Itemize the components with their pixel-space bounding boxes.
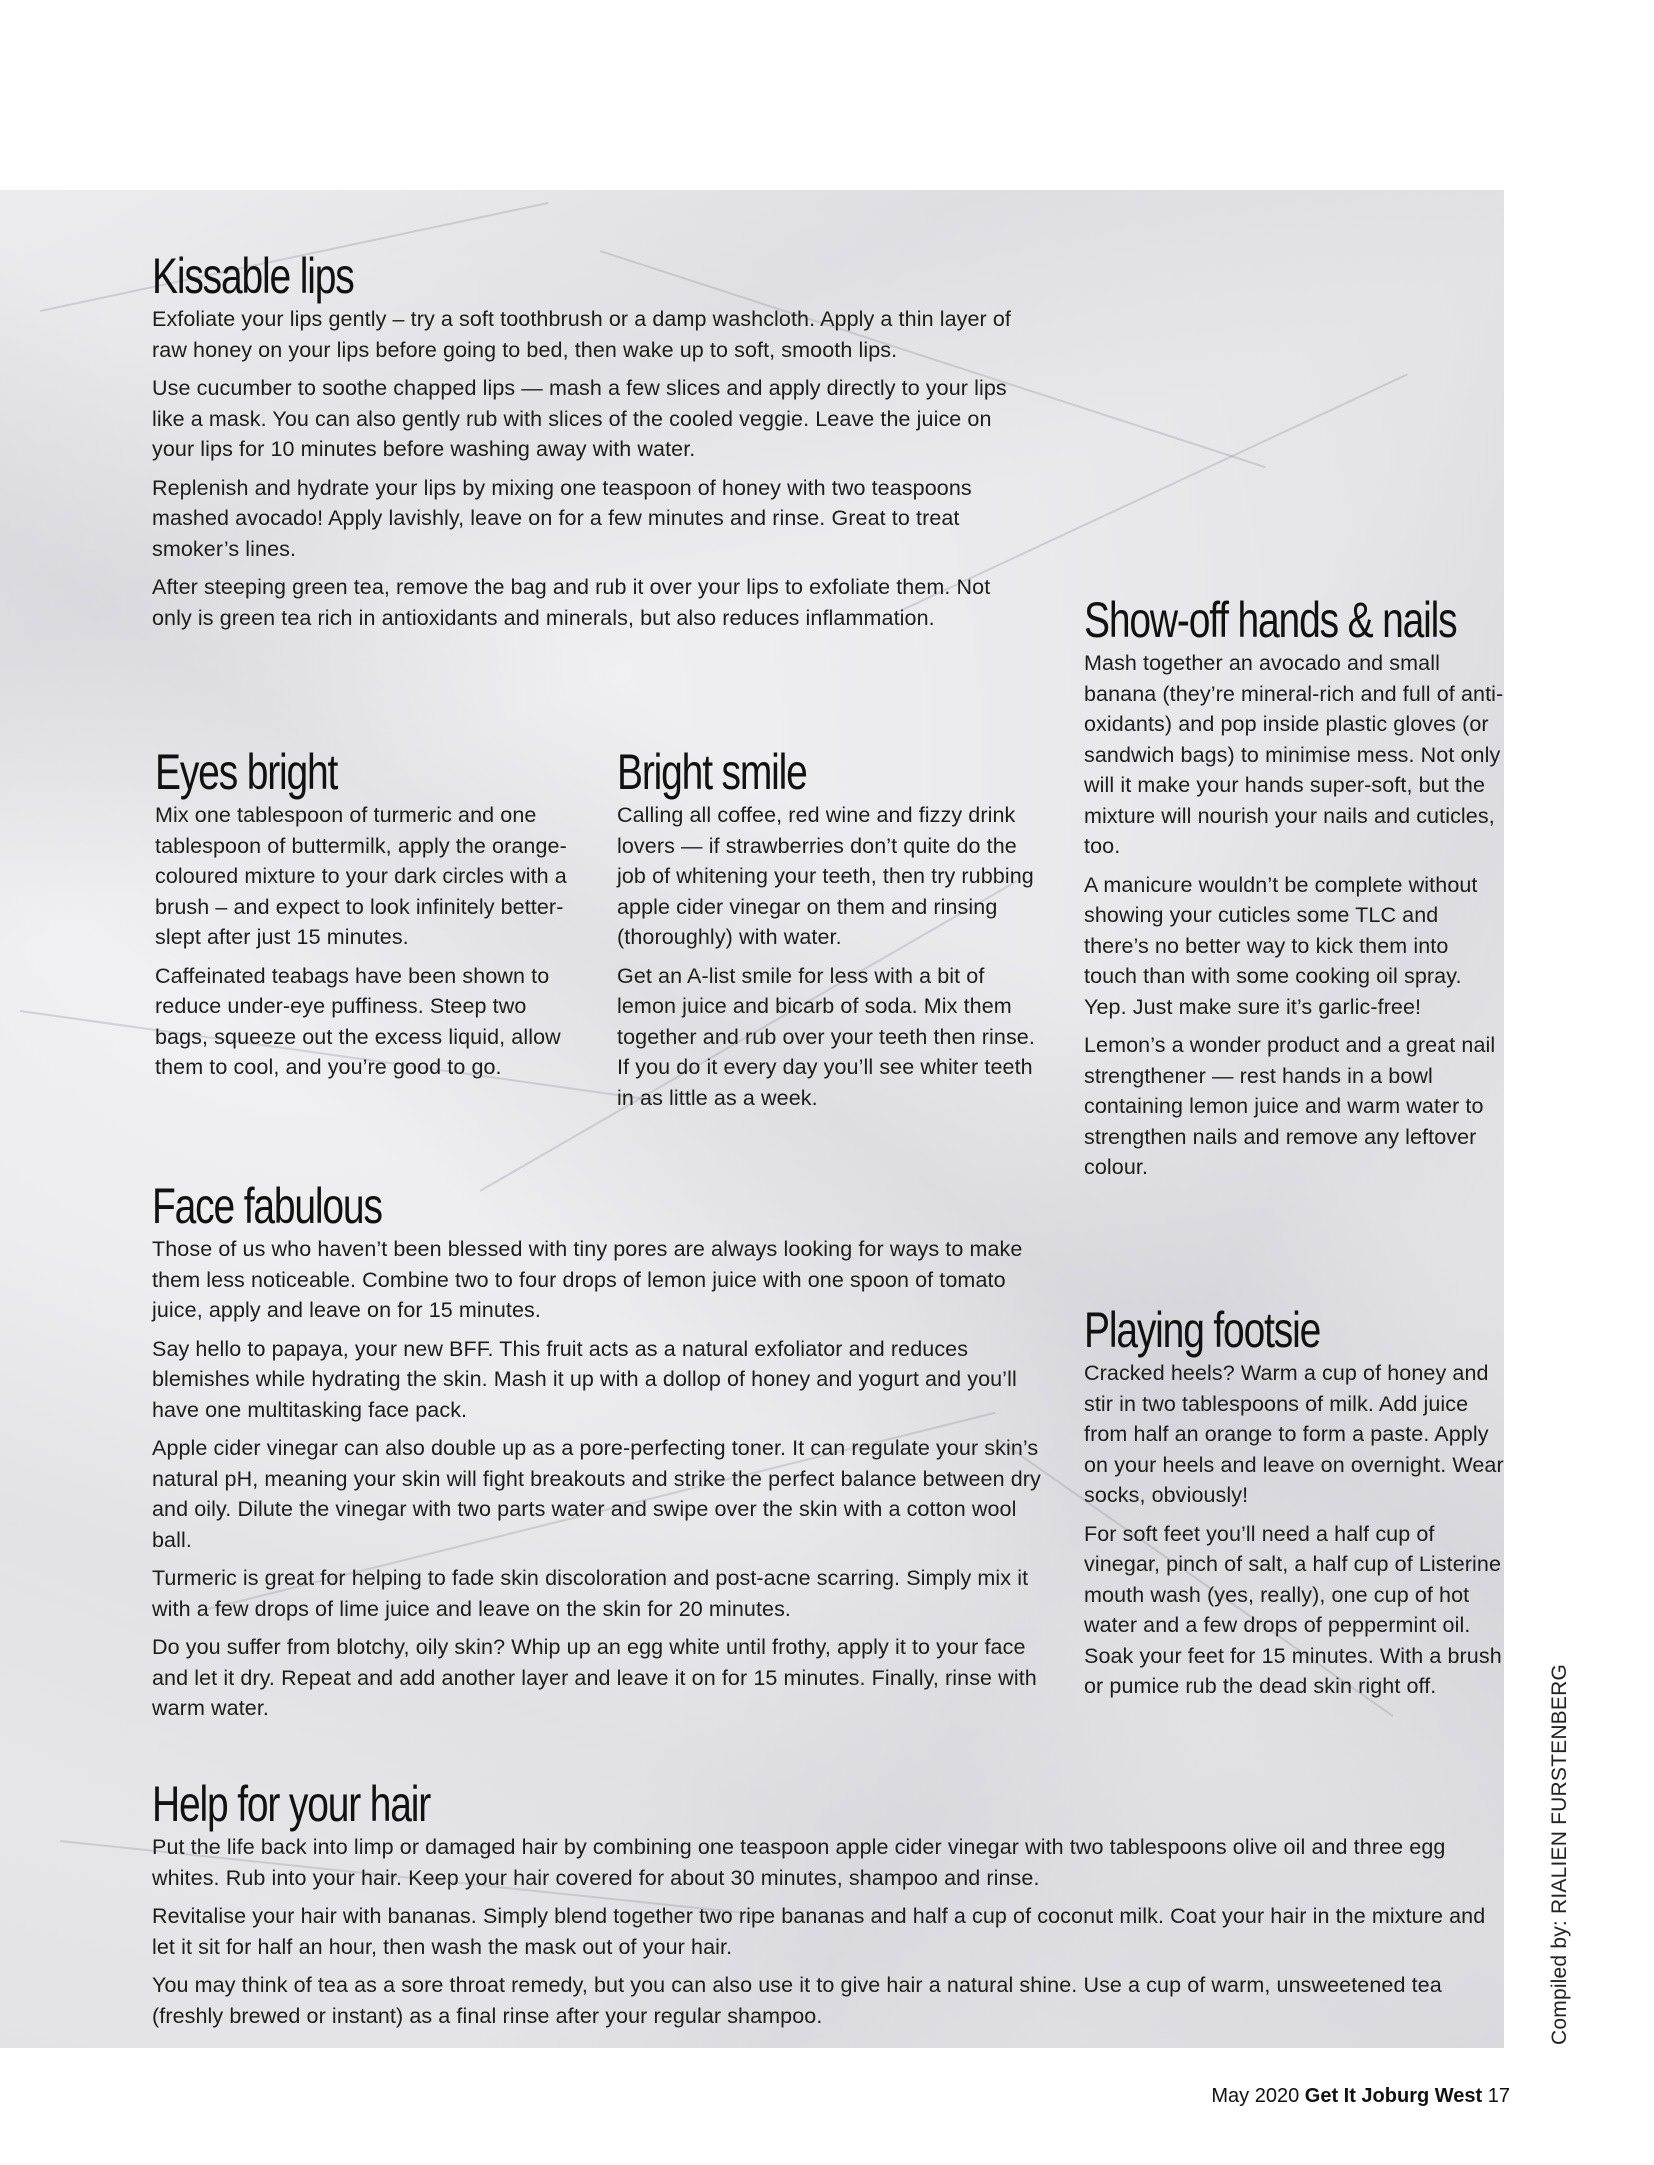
section-heading: Help for your hair: [152, 1776, 431, 1832]
page-number: 17: [1487, 2085, 1510, 2107]
paragraph: Get an A-list smile for less with a bit of lemon juice and bicarb of soda. Mix them together and rub over your teeth then rinse. If you do it every day you’ll see whiter teeth in as little as a week.: [617, 963, 1035, 1110]
section-kissable-lips: [152, 248, 1032, 641]
paragraph: After steeping green tea, remove the bag and rub it over your lips to exfoliate them. Not only is green tea rich in antioxidants and minerals, but also reduces inflammation.: [152, 575, 991, 630]
paragraph: Exfoliate your lips gently – try a soft toothbrush or a damp washcloth. Apply a thin layer of raw honey on your lips before going to bed, then wake up to soft, smooth lips.: [152, 307, 1012, 362]
section-heading: Playing footsie: [1084, 1302, 1321, 1358]
section-heading: Bright smile: [617, 744, 807, 800]
paragraph: Cracked heels? Warm a cup of honey and stir in two tablespoons of milk. Add juice from half an orange to form a paste. Apply on your heels and leave on overnight. Wear socks, obviously!: [1084, 1361, 1504, 1507]
paragraph: Caffeinated teabags have been shown to reduce under-eye puffiness. Steep two bags, squeeze out the excess liquid, allow them to cool, and you’re good to go.: [155, 963, 561, 1079]
paragraph: Lemon’s a wonder product and a great nail strengthener — rest hands in a bowl containing lemon juice and warm water to strengthen nails and remove any leftover colour.: [1084, 1033, 1496, 1179]
section-playing-footsie: [1084, 1302, 1504, 1710]
section-face-fabulous: [152, 1178, 1042, 1732]
section-heading: Kissable lips: [152, 248, 354, 304]
paragraph: Put the life back into limp or damaged hair by combining one teaspoon apple cider vinegar with two tablespoons olive oil and three egg whites. Rub into your hair. Keep your hair covered for about 30 minutes, shampoo and rinse.: [152, 1835, 1446, 1890]
paragraph: Those of us who haven’t been blessed with tiny pores are always looking for ways to make them less noticeable. Combine two to four drops of lemon juice with one spoon of tomato juice, apply and leave on for 15 minutes.: [152, 1237, 1023, 1322]
paragraph: For soft feet you’ll need a half cup of vinegar, pinch of salt, a half cup of Listerine mouth wash (yes, really), one cup of hot water and a few drops of peppermint oil. Soak your feet for 15 minutes. With a brush or pumice rub the dead skin right off.: [1084, 1521, 1502, 1698]
paragraph: A manicure wouldn’t be complete without showing your cuticles some TLC and there’s no better way to kick them into touch than with some cooking oil spray. Yep. Just make sure it’s garlic-free!: [1084, 872, 1478, 1019]
section-eyes-bright: [155, 744, 575, 1091]
paragraph: Calling all coffee, red wine and fizzy drink lovers — if strawberries don’t quite do the job of whitening your teeth, then try rubbing apple cider vinegar on them and rinsing (thoroughly) with water.: [617, 803, 1034, 949]
paragraph: Turmeric is great for helping to fade skin discoloration and post-acne scarring. Simply mix it with a few drops of lime juice and leave on the skin for 20 minutes.: [152, 1566, 1029, 1621]
section-heading: Face fabulous: [152, 1178, 382, 1234]
paragraph: You may think of tea as a sore throat remedy, but you can also use it to give hair a natural shine. Use a cup of warm, unsweetened tea (freshly brewed or instant) as a final rinse after your regular shampoo.: [152, 1973, 1442, 2028]
paragraph: Use cucumber to soothe chapped lips — mash a few slices and apply directly to your lips like a mask. You can also gently rub with slices of the cooled veggie. Leave the juice on your lips for 10 minutes before washing away with water.: [152, 376, 1007, 461]
paragraph: Replenish and hydrate your lips by mixing one teaspoon of honey with two teaspoons mashed avocado! Apply lavishly, leave on for a few minutes and rinse. Great to treat smoker’s lines.: [152, 475, 972, 561]
footer-date: May 2020: [1211, 2085, 1300, 2107]
paragraph: Say hello to papaya, your new BFF. This fruit acts as a natural exfoliator and reduces blemishes while hydrating the skin. Mash it up with a dollop of honey and yogurt and you’ll have one multitasking face pack.: [152, 1336, 1017, 1422]
section-heading: Eyes bright: [155, 744, 338, 800]
section-hair: [152, 1776, 1502, 2039]
paragraph: Apple cider vinegar can also double up as a pore-perfecting toner. It can regulate your skin’s natural pH, meaning your skin will fight breakouts and strike the perfect balance between dry and oily. Dilute the vinegar with two parts water and swipe over the skin with a cotton wool ball.: [152, 1436, 1041, 1552]
section-bright-smile: [617, 744, 1042, 1121]
author-credit: Compiled by: RIALIEN FURSTENBERG: [1548, 1664, 1571, 2045]
section-hands-nails: [1084, 592, 1504, 1191]
paragraph: Revitalise your hair with bananas. Simply blend together two ripe bananas and half a cup of coconut milk. Coat your hair in the mixture and let it sit for half an hour, then wash the mask out of your hair.: [152, 1904, 1486, 1959]
paragraph: Do you suffer from blotchy, oily skin? Whip up an egg white until frothy, apply it to your face and let it dry. Repeat and add another layer and leave it on for 15 minutes. Finally, rinse with warm water.: [152, 1635, 1037, 1720]
page-footer: [1211, 2085, 1510, 2108]
paragraph: Mix one tablespoon of turmeric and one tablespoon of buttermilk, apply the orange-coloured mixture to your dark circles with a brush – and expect to look infinitely better-slept after just 15 minutes.: [155, 803, 567, 949]
footer-publication: Get It Joburg West: [1304, 2085, 1483, 2107]
section-heading: Show-off hands & nails: [1084, 592, 1457, 648]
paragraph: Mash together an avocado and small banana (they’re mineral-rich and full of anti-oxidants) and pop inside plastic gloves (or sandwich bags) to minimise mess. Not only will it make your hands super-soft, but the mixture will nourish your nails and cuticles, too.: [1084, 651, 1504, 858]
